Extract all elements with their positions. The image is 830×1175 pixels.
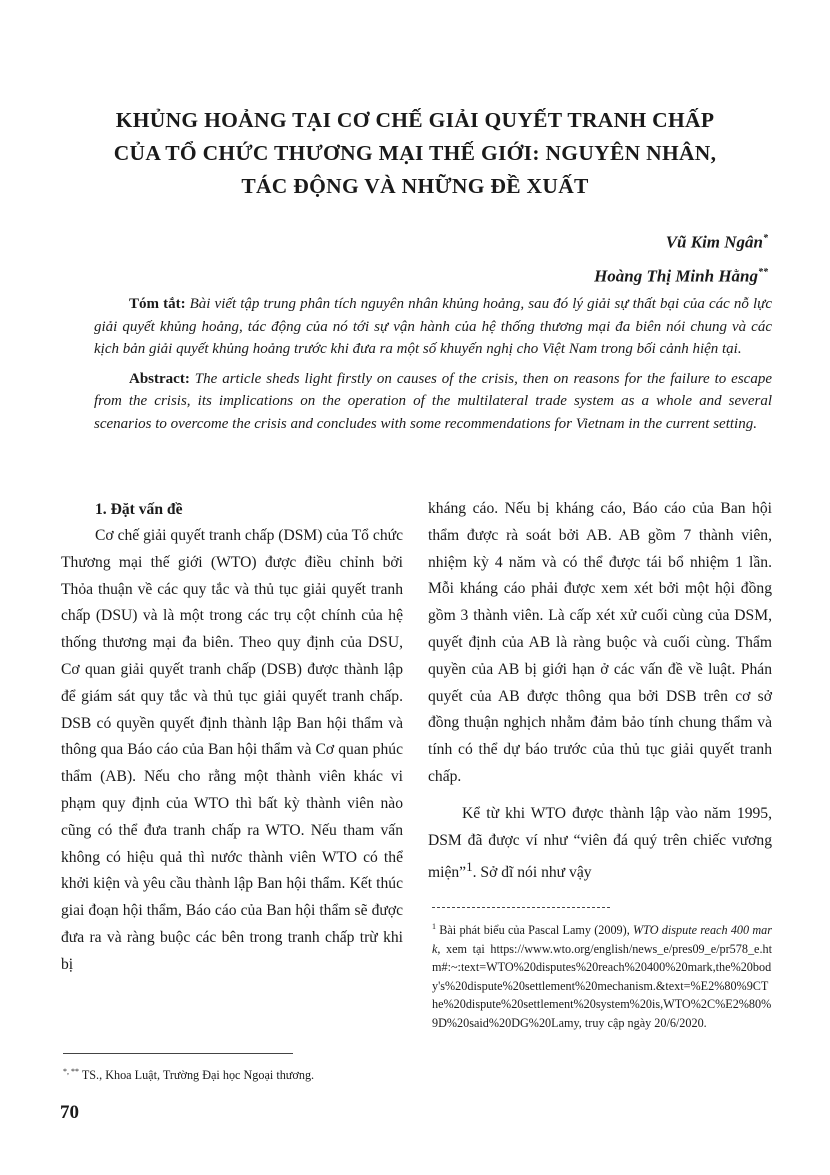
footnote-1-text-a: Bài phát biểu của Pascal Lamy (2009), bbox=[436, 923, 634, 938]
abstract-en-label: Abstract: bbox=[129, 370, 190, 387]
author-1-name: Vũ Kim Ngân bbox=[665, 232, 763, 252]
author-affiliation-footnote bbox=[63, 1063, 314, 1084]
body-column-left bbox=[61, 496, 403, 979]
footnote-1-source-title: WTO dispute reach 400 mark, bbox=[432, 923, 773, 956]
author-2-name: Hoàng Thị Minh Hằng bbox=[594, 266, 758, 286]
section-heading: 1. Đặt vấn đề bbox=[95, 501, 183, 518]
abstract-vi-text: Bài viết tập trung phân tích nguyên nhân khủng hoảng, sau đó lý giải sự thất bại của các nỗ lực giải quyết khủng hoảng, tác động của nó tới sự vận hành của hệ thống thương mại đa biên nói chung và các kịch bản giải quyết khủng hoảng trước khi đưa ra một số khuyến nghị cho Việt Nam trong bối cảnh hiện tại. bbox=[94, 296, 772, 357]
author-1-mark: * bbox=[763, 233, 768, 244]
author-2 bbox=[594, 258, 768, 292]
affiliation-text: TS., Khoa Luật, Trường Đại học Ngoại thương. bbox=[79, 1068, 315, 1083]
abstract-vi-label: Tóm tắt: bbox=[129, 296, 186, 312]
abstract-english bbox=[94, 368, 772, 436]
body-paragraph-3 bbox=[428, 801, 772, 888]
article-title bbox=[40, 104, 790, 203]
title-line-2: CỦA TỔ CHỨC THƯƠNG MẠI THẾ GIỚI: NGUYÊN NHÂN, bbox=[113, 141, 717, 165]
body-paragraph-3-text: Kể từ khi WTO được thành lập vào năm 1995, DSM đã được ví như “viên đá quý trên chiếc vương miện” bbox=[428, 804, 772, 882]
affiliation-mark: *, ** bbox=[63, 1067, 79, 1076]
abstract-block bbox=[94, 293, 772, 442]
footnote-reference-1: 1 bbox=[466, 859, 473, 875]
title-line-1: KHỦNG HOẢNG TẠI CƠ CHẾ GIẢI QUYẾT TRANH CHẤP bbox=[115, 108, 715, 132]
page-number: 70 bbox=[60, 1102, 79, 1123]
body-paragraph-3-end: . Sở dĩ nói như vậy bbox=[472, 864, 592, 882]
footnote-1-mark: 1 bbox=[432, 922, 436, 931]
footnote-1-link: xem tại https://www.wto.org/english/news_e/pres09_e/pr578_e.htm#:~:text=WTO%20disputes%20reach%20400%20mark,the%20body's%20dispute%20settlement%20mechanism.&text=%E2%80%9CThe%20dispute%20settlement%20system%20is,WTO%2C%E2%80%9D%20said%20DG%20Lamy, truy cập ngày 20/6/2020. bbox=[432, 941, 772, 1031]
title-line-3: TÁC ĐỘNG VÀ NHỮNG ĐỀ XUẤT bbox=[241, 174, 589, 198]
author-2-mark: ** bbox=[758, 266, 768, 278]
abstract-vietnamese bbox=[94, 293, 772, 361]
footnote-1 bbox=[432, 918, 772, 1033]
footnote-divider-right bbox=[432, 907, 610, 908]
body-column-right bbox=[428, 496, 772, 887]
author-list bbox=[594, 224, 768, 291]
body-paragraph-2: kháng cáo. Nếu bị kháng cáo, Báo cáo của Ban hội thẩm được rà soát bởi AB. AB gồm 7 thành viên, nhiệm kỳ 4 năm và có thể được tái bổ nhiệm 1 lần. Mỗi kháng cáo phải được xem xét bởi một hội đồng gồm 3 thành viên. Là cấp xét xử cuối cùng của DSM, quyết định của AB là ràng buộc và cuối cùng. Thẩm quyền của AB bị giới hạn ở các vấn đề về luật. Phán quyết của AB được thông qua bởi DSB trên cơ sở đồng thuận nghịch nhằm đảm bảo tính chung thẩm và tính có thể dự báo trước của thủ tục giải quyết tranh chấp. bbox=[428, 500, 772, 785]
body-paragraph-1: Cơ chế giải quyết tranh chấp (DSM) của Tổ chức Thương mại thế giới (WTO) được điều chỉnh bởi Thỏa thuận về các quy tắc và thủ tục giải quyết tranh chấp (DSU) và là một trong các trụ cột chính của hệ thống thương mại đa biên. Theo quy định của DSU, Cơ quan giải quyết tranh chấp (DSB) được thành lập để giám sát quy tắc và thủ tục giải quyết tranh chấp. DSB có quyền quyết định thành lập Ban hội thẩm và thông qua Báo cáo của Ban hội thẩm và Cơ quan phúc thẩm (AB). Nếu cho rằng một thành viên khác vi phạm quy định của WTO thì bất kỳ thành viên nào cũng có thể đưa tranh chấp ra WTO. Nếu tham vấn không có hiệu quả thì nước thành viên WTO có thể khởi kiện và yêu cầu thành lập Ban hội thẩm. Kết thúc giai đoạn hội thẩm, Báo cáo của Ban hội thẩm sẽ được đưa ra và ràng buộc các bên trong tranh chấp trừ khi bị bbox=[61, 527, 403, 973]
abstract-en-text: The article sheds light firstly on causes of the crisis, then on reasons for the failure to escape from the crisis, its implications on the operation of the multilateral trade system as a whole and several scenarios to overcome the crisis and concludes with some recommendations for Vietnam in the current setting. bbox=[94, 370, 772, 432]
footnote-divider-left bbox=[63, 1053, 293, 1054]
author-1 bbox=[594, 224, 768, 258]
